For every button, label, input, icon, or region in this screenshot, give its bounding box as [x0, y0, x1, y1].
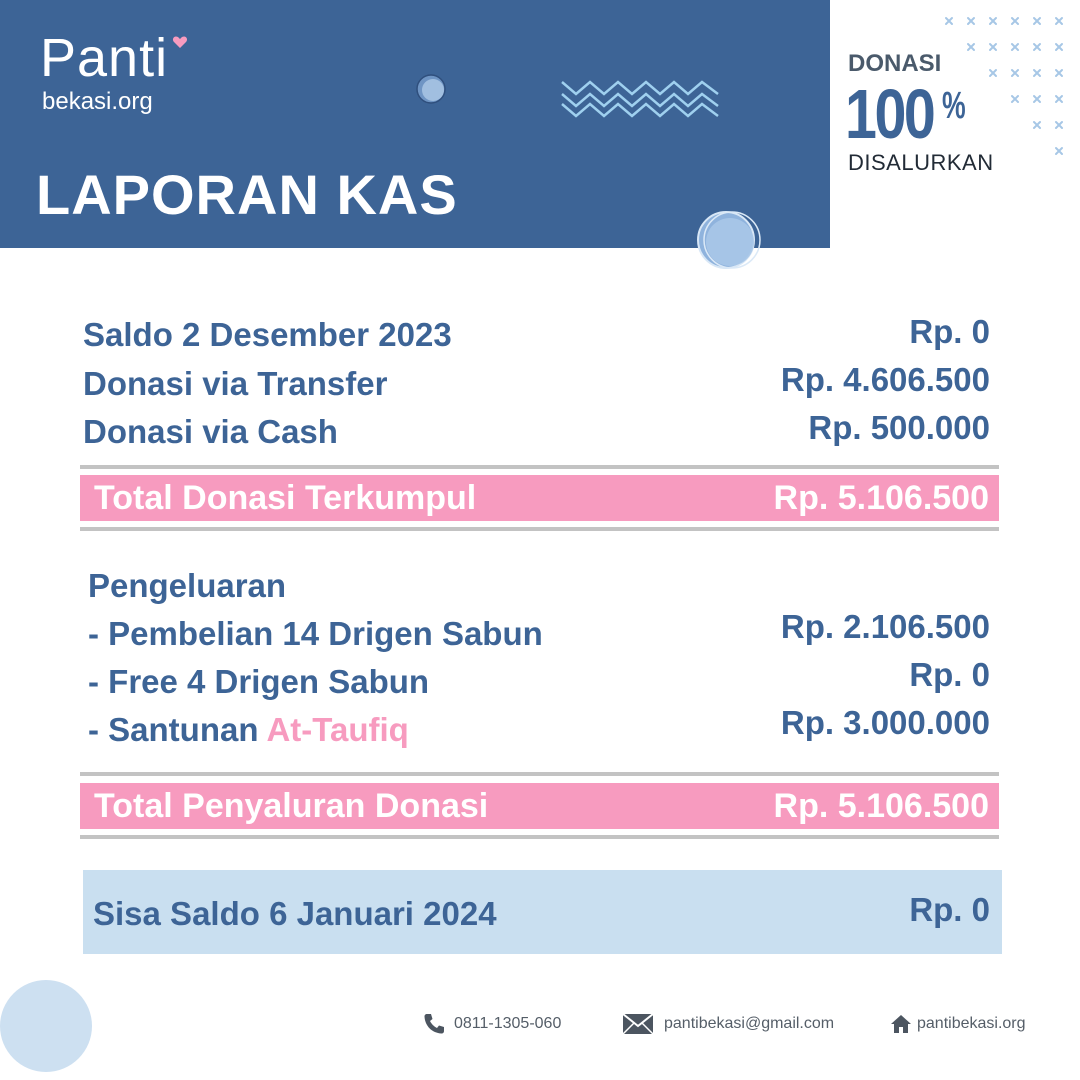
page-title: LAPORAN KAS — [36, 163, 458, 226]
badge-percent: % — [942, 85, 966, 127]
bubble-decoration — [416, 74, 446, 104]
income-label: Saldo 2 Desember 2023 — [83, 316, 452, 353]
home-icon — [890, 1013, 912, 1035]
heart-icon — [172, 34, 188, 50]
income-value: Rp. 500.000 — [808, 409, 990, 446]
phone-icon — [422, 1012, 446, 1036]
badge-number: 100 — [845, 75, 934, 153]
footer-website — [890, 1010, 1050, 1038]
logo-subtext: bekasi.org — [42, 88, 153, 115]
total-distributed-bar — [80, 783, 999, 829]
divider — [80, 772, 999, 776]
total-distributed-label: Total Penyaluran Donasi — [94, 787, 489, 825]
zigzag-decoration — [560, 72, 722, 118]
expense-value: Rp. 0 — [909, 656, 990, 693]
footer-phone — [422, 1010, 592, 1038]
phone-text: 0811-1305-060 — [454, 1015, 562, 1032]
logo-text: Panti — [40, 28, 169, 88]
expense-label: - Pembelian 14 Drigen Sabun — [88, 615, 543, 652]
badge-disalurkan: DISALURKAN — [848, 150, 994, 175]
income-value: Rp. 4.606.500 — [780, 361, 990, 398]
remaining-balance-box — [83, 870, 1002, 954]
expense-label-prefix: - Santunan — [88, 711, 267, 748]
badge-donasi: DONASI — [848, 50, 942, 77]
expense-value: Rp. 2.106.500 — [780, 608, 990, 645]
income-label: Donasi via Cash — [83, 413, 338, 450]
income-label: Donasi via Transfer — [83, 365, 388, 402]
expense-label — [88, 710, 409, 750]
total-collected-label: Total Donasi Terkumpul — [94, 479, 477, 517]
divider — [80, 465, 999, 469]
income-value: Rp. 0 — [909, 313, 990, 350]
remaining-value: Rp. 0 — [909, 891, 990, 928]
expense-value: Rp. 3.000.000 — [780, 704, 990, 741]
remaining-label: Sisa Saldo 6 Januari 2024 — [93, 895, 497, 932]
recipient-name: At-Taufiq — [266, 711, 409, 748]
divider — [80, 835, 999, 839]
divider — [80, 527, 999, 531]
mail-icon — [622, 1012, 656, 1036]
bubble-decoration-large — [694, 210, 764, 274]
total-distributed-value: Rp. 5.106.500 — [773, 787, 989, 825]
expenses-heading: Pengeluaran — [88, 567, 287, 604]
expense-label: - Free 4 Drigen Sabun — [88, 663, 430, 700]
corner-circle-decoration — [0, 980, 92, 1072]
email-text: pantibekasi@gmail.com — [664, 1015, 835, 1032]
footer-email — [622, 1010, 862, 1038]
total-collected-bar — [80, 475, 999, 521]
total-collected-value: Rp. 5.106.500 — [773, 479, 989, 517]
website-text: pantibekasi.org — [917, 1015, 1026, 1032]
